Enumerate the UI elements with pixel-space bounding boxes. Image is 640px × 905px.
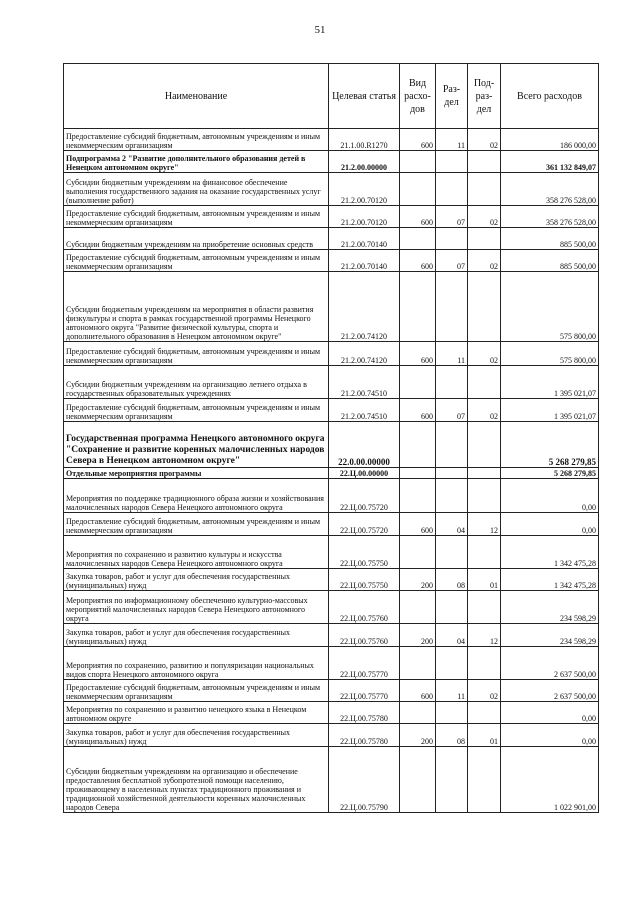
cell-subsection	[468, 468, 501, 479]
table-row	[64, 536, 599, 569]
cell-expense-type: 600	[400, 680, 436, 702]
cell-name: Субсидии бюджетным учреждениям на организацию и обеспечение предоставления бесплатной зубопротезной помощи населению, проживающему в населенных пунктах традиционного проживания и традиционной хозяйственной деятельности коренных малочисленных народов Севера	[64, 747, 329, 813]
cell-name: Отдельные мероприятия программы	[64, 468, 329, 479]
table-row	[64, 173, 599, 206]
cell-subsection	[468, 591, 501, 624]
cell-total: 0,00	[501, 702, 599, 724]
cell-target: 21.2.00.74120	[329, 272, 400, 342]
header-section: Раз-дел	[436, 64, 468, 129]
cell-name: Мероприятия по поддержке традиционного образа жизни и хозяйствования малочисленных народов Севера Ненецкого автономного округа	[64, 479, 329, 513]
cell-section: 11	[436, 342, 468, 366]
cell-section	[436, 647, 468, 680]
cell-name: Мероприятия по сохранению и развитию культуры и искусства малочисленных народов Севера Ненецкого автономного округа	[64, 536, 329, 569]
cell-expense-type	[400, 151, 436, 173]
table-body	[64, 129, 599, 813]
table-row	[64, 591, 599, 624]
cell-expense-type: 600	[400, 513, 436, 536]
cell-section: 11	[436, 680, 468, 702]
cell-subsection	[468, 747, 501, 813]
cell-section	[436, 272, 468, 342]
cell-expense-type	[400, 536, 436, 569]
cell-target: 21.1.00.R1270	[329, 129, 400, 151]
cell-subsection: 02	[468, 206, 501, 228]
cell-target: 22.Ц.00.75720	[329, 479, 400, 513]
cell-target: 21.2.00.74510	[329, 399, 400, 422]
cell-target: 22.0.00.00000	[329, 422, 400, 468]
cell-expense-type: 200	[400, 724, 436, 747]
cell-name: Мероприятия по информационному обеспечению культурно-массовых мероприятий малочисленных народов Севера Ненецкого автономного округа	[64, 591, 329, 624]
cell-subsection	[468, 228, 501, 250]
cell-expense-type	[400, 468, 436, 479]
cell-target: 22.Ц.00.00000	[329, 468, 400, 479]
table-header-row	[64, 64, 599, 129]
cell-total: 575 800,00	[501, 272, 599, 342]
table-row	[64, 129, 599, 151]
cell-expense-type	[400, 647, 436, 680]
cell-target: 22.Ц.00.75760	[329, 624, 400, 647]
cell-expense-type: 200	[400, 569, 436, 591]
table-row	[64, 206, 599, 228]
cell-expense-type	[400, 702, 436, 724]
cell-subsection: 02	[468, 399, 501, 422]
table-row	[64, 724, 599, 747]
cell-total: 234 598,29	[501, 591, 599, 624]
cell-subsection	[468, 173, 501, 206]
cell-target: 21.2.00.00000	[329, 151, 400, 173]
table-row	[64, 680, 599, 702]
cell-section: 07	[436, 399, 468, 422]
cell-subsection	[468, 422, 501, 468]
page-number: 51	[314, 24, 326, 36]
cell-target: 21.2.00.74510	[329, 366, 400, 399]
cell-name: Предоставление субсидий бюджетным, автономным учреждениям и иным некоммерческим организациям	[64, 513, 329, 536]
table-row	[64, 422, 599, 468]
cell-target: 22.Ц.00.75770	[329, 680, 400, 702]
cell-total: 5 268 279,85	[501, 422, 599, 468]
cell-section	[436, 151, 468, 173]
cell-section: 04	[436, 513, 468, 536]
cell-name: Предоставление субсидий бюджетным, автономным учреждениям и иным некоммерческим организациям	[64, 206, 329, 228]
cell-section	[436, 173, 468, 206]
cell-total: 1 395 021,07	[501, 366, 599, 399]
header-subsection: Под-раз-дел	[468, 64, 501, 129]
table-row	[64, 272, 599, 342]
table-row	[64, 624, 599, 647]
cell-name: Подпрограмма 2 "Развитие дополнительного образования детей в Ненецком автономном округе"	[64, 151, 329, 173]
cell-section: 04	[436, 624, 468, 647]
table-row	[64, 399, 599, 422]
cell-total: 1 342 475,28	[501, 569, 599, 591]
table-row	[64, 468, 599, 479]
cell-subsection: 02	[468, 342, 501, 366]
cell-name: Субсидии бюджетным учреждениям на организацию летнего отдыха в государственных образовательных учреждениях	[64, 366, 329, 399]
cell-target: 22.Ц.00.75780	[329, 702, 400, 724]
cell-expense-type: 600	[400, 129, 436, 151]
cell-name: Субсидии бюджетным учреждениям на финансовое обеспечение выполнения государственного задания на оказание государственных услуг (выполнение работ)	[64, 173, 329, 206]
cell-name: Закупка товаров, работ и услуг для обеспечения государственных (муниципальных) нужд	[64, 624, 329, 647]
cell-section: 08	[436, 569, 468, 591]
cell-name: Закупка товаров, работ и услуг для обеспечения государственных (муниципальных) нужд	[64, 569, 329, 591]
header-total: Всего расходов	[501, 64, 599, 129]
cell-name: Предоставление субсидий бюджетным, автономным учреждениям и иным некоммерческим организациям	[64, 680, 329, 702]
cell-expense-type: 600	[400, 206, 436, 228]
cell-total: 885 500,00	[501, 228, 599, 250]
cell-total: 5 268 279,85	[501, 468, 599, 479]
header-name: Наименование	[64, 64, 329, 129]
cell-target: 22.Ц.00.75770	[329, 647, 400, 680]
cell-expense-type	[400, 228, 436, 250]
cell-total: 234 598,29	[501, 624, 599, 647]
table-row	[64, 366, 599, 399]
cell-section: 08	[436, 724, 468, 747]
cell-total: 358 276 528,00	[501, 173, 599, 206]
cell-subsection	[468, 272, 501, 342]
table-row	[64, 569, 599, 591]
cell-expense-type	[400, 479, 436, 513]
cell-expense-type	[400, 747, 436, 813]
table-row	[64, 513, 599, 536]
cell-name: Предоставление субсидий бюджетным, автономным учреждениям и иным некоммерческим организациям	[64, 342, 329, 366]
cell-subsection: 12	[468, 624, 501, 647]
table-row	[64, 747, 599, 813]
cell-section	[436, 536, 468, 569]
cell-total: 358 276 528,00	[501, 206, 599, 228]
cell-total: 1 395 021,07	[501, 399, 599, 422]
cell-section: 07	[436, 206, 468, 228]
cell-section	[436, 422, 468, 468]
cell-total: 361 132 849,07	[501, 151, 599, 173]
cell-target: 22.Ц.00.75750	[329, 569, 400, 591]
cell-subsection	[468, 536, 501, 569]
cell-name: Предоставление субсидий бюджетным, автономным учреждениям и иным некоммерческим организациям	[64, 250, 329, 272]
cell-target: 21.2.00.74120	[329, 342, 400, 366]
cell-expense-type	[400, 173, 436, 206]
cell-name: Государственная программа Ненецкого автономного округа "Сохранение и развитие коренных малочисленных народов Севера в Ненецком автономном округе"	[64, 422, 329, 468]
cell-total: 0,00	[501, 479, 599, 513]
cell-total: 885 500,00	[501, 250, 599, 272]
cell-name: Мероприятия по сохранению и развитию ненецкого языка в Ненецком автономном округе	[64, 702, 329, 724]
cell-expense-type: 600	[400, 250, 436, 272]
cell-subsection: 02	[468, 250, 501, 272]
cell-section	[436, 366, 468, 399]
cell-target: 22.Ц.00.75750	[329, 536, 400, 569]
cell-section: 11	[436, 129, 468, 151]
cell-target: 21.2.00.70120	[329, 173, 400, 206]
header-target: Целевая статья	[329, 64, 400, 129]
cell-target: 21.2.00.70120	[329, 206, 400, 228]
cell-total: 1 342 475,28	[501, 536, 599, 569]
table-row	[64, 647, 599, 680]
cell-total: 575 800,00	[501, 342, 599, 366]
cell-total: 186 000,00	[501, 129, 599, 151]
cell-expense-type	[400, 272, 436, 342]
cell-section	[436, 468, 468, 479]
cell-total: 2 637 500,00	[501, 680, 599, 702]
cell-name: Предоставление субсидий бюджетным, автономным учреждениям и иным некоммерческим организациям	[64, 399, 329, 422]
cell-total: 0,00	[501, 513, 599, 536]
table-row	[64, 228, 599, 250]
header-expense-type: Вид расхо-дов	[400, 64, 436, 129]
cell-subsection	[468, 479, 501, 513]
cell-expense-type: 600	[400, 342, 436, 366]
cell-name: Субсидии бюджетным учреждениям на приобретение основных средств	[64, 228, 329, 250]
cell-target: 21.2.00.70140	[329, 250, 400, 272]
table-row	[64, 250, 599, 272]
cell-subsection: 12	[468, 513, 501, 536]
table-row	[64, 151, 599, 173]
cell-target: 21.2.00.70140	[329, 228, 400, 250]
cell-target: 22.Ц.00.75760	[329, 591, 400, 624]
cell-total: 1 022 901,00	[501, 747, 599, 813]
cell-subsection: 02	[468, 129, 501, 151]
cell-name: Закупка товаров, работ и услуг для обеспечения государственных (муниципальных) нужд	[64, 724, 329, 747]
table-row	[64, 702, 599, 724]
cell-target: 22.Ц.00.75790	[329, 747, 400, 813]
cell-name: Субсидии бюджетным учреждениям на мероприятия в области развития физкультуры и спорта в рамках государственной программы Ненецкого автономного округа "Развитие физической культуры, спорта и дополнительного образования в Ненецком автономном округе"	[64, 272, 329, 342]
cell-expense-type	[400, 366, 436, 399]
cell-total: 2 637 500,00	[501, 647, 599, 680]
cell-section	[436, 702, 468, 724]
cell-name: Мероприятия по сохранению, развитию и популяризации национальных видов спорта Ненецкого автономного округа	[64, 647, 329, 680]
table-row	[64, 342, 599, 366]
cell-subsection	[468, 151, 501, 173]
cell-target: 22.Ц.00.75780	[329, 724, 400, 747]
cell-section	[436, 479, 468, 513]
cell-subsection: 01	[468, 569, 501, 591]
cell-section	[436, 228, 468, 250]
cell-subsection	[468, 647, 501, 680]
table-row	[64, 479, 599, 513]
cell-section	[436, 747, 468, 813]
cell-expense-type: 600	[400, 399, 436, 422]
cell-name: Предоставление субсидий бюджетным, автономным учреждениям и иным некоммерческим организациям	[64, 129, 329, 151]
cell-subsection: 01	[468, 724, 501, 747]
cell-expense-type	[400, 422, 436, 468]
cell-subsection	[468, 366, 501, 399]
cell-subsection	[468, 702, 501, 724]
cell-total: 0,00	[501, 724, 599, 747]
cell-expense-type	[400, 591, 436, 624]
cell-subsection: 02	[468, 680, 501, 702]
cell-expense-type: 200	[400, 624, 436, 647]
cell-target: 22.Ц.00.75720	[329, 513, 400, 536]
cell-section: 07	[436, 250, 468, 272]
budget-table	[63, 63, 599, 813]
cell-section	[436, 591, 468, 624]
